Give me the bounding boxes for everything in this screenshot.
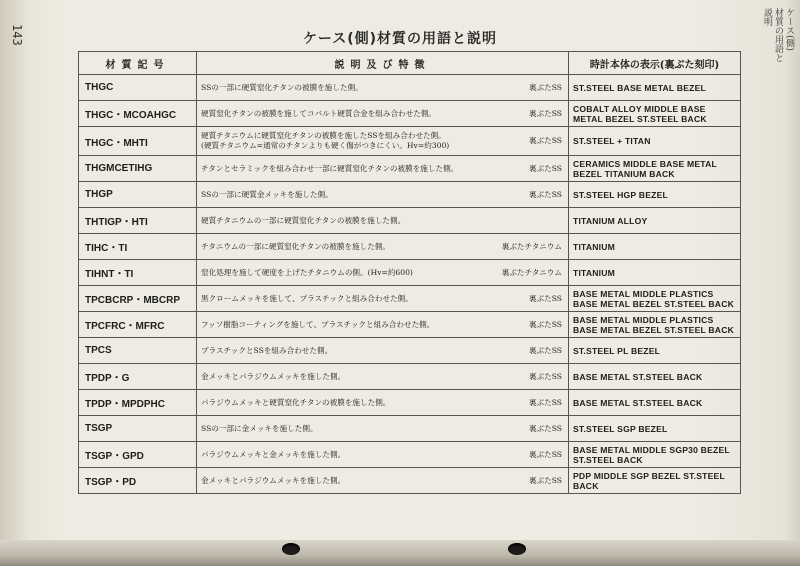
table-row [79, 338, 741, 364]
case-display-marking: TITANIUM [569, 260, 741, 286]
case-back-material: 裏ぶたSS [528, 319, 562, 329]
case-back-material: 裏ぶたSS [528, 397, 562, 407]
case-back-material: 裏ぶたSS [528, 293, 562, 303]
header-description: 説明及び特徴 [197, 52, 569, 75]
table-row [79, 364, 741, 390]
case-back-material: 裏ぶたSS [528, 345, 562, 355]
material-description [197, 364, 569, 390]
table-row [79, 101, 741, 127]
case-display-marking: ST.STEEL HGP BEZEL [569, 182, 741, 208]
material-code: THGC・MCOAHGC [79, 101, 197, 127]
table-row [79, 390, 741, 416]
material-code: TPDP・G [79, 364, 197, 390]
material-description [197, 127, 569, 156]
table-body [79, 75, 741, 494]
table-row [79, 156, 741, 182]
binding-edge [0, 540, 800, 566]
material-code: THGC・MHTI [79, 127, 197, 156]
material-code: TIHC・TI [79, 234, 197, 260]
description-text: チタンとセラミックを組み合わせ一部に硬質窒化チタンの被膜を施した側。 [201, 163, 459, 173]
table-row [79, 442, 741, 468]
table-row [79, 260, 741, 286]
material-description [197, 234, 569, 260]
case-display-marking: TITANIUM [569, 234, 741, 260]
material-code: TSGP・GPD [79, 442, 197, 468]
table-header-row [79, 52, 741, 75]
material-code: TSGP [79, 416, 197, 442]
case-back-material: 裏ぶたチタニウム [501, 267, 562, 277]
material-code: THGC [79, 75, 197, 101]
material-description [197, 442, 569, 468]
case-display-marking: TITANIUM ALLOY [569, 208, 741, 234]
material-description [197, 156, 569, 182]
description-text: チタニウムの一部に硬質窒化チタンの被膜を施した側。 [201, 241, 391, 251]
material-description [197, 312, 569, 338]
description-text: フッソ樹脂コーティングを施して、プラスチックと組み合わせた側。 [201, 319, 435, 329]
case-display-marking: ST.STEEL BASE METAL BEZEL [569, 75, 741, 101]
case-back-material: 裏ぶたSS [528, 189, 562, 199]
case-display-marking: BASE METAL ST.STEEL BACK [569, 390, 741, 416]
material-description [197, 338, 569, 364]
case-back-material: 裏ぶたSS [528, 371, 562, 381]
description-text: 窒化処理を施して硬度を上げたチタニウムの側。(Hv=約600) [201, 267, 413, 277]
case-back-material: 裏ぶたSS [528, 475, 562, 485]
binder-hole [282, 543, 300, 555]
material-code: THTIGP・HTI [79, 208, 197, 234]
material-code: TPCS [79, 338, 197, 364]
description-text: 硬質チタニウムに硬質窒化チタンの被膜を施したSSを組み合わせた側。 [201, 131, 446, 140]
material-description [197, 286, 569, 312]
material-code: TPCBCRP・MBCRP [79, 286, 197, 312]
case-display-marking: ST.STEEL PL BEZEL [569, 338, 741, 364]
table-row [79, 468, 741, 494]
table-row [79, 127, 741, 156]
table-row [79, 312, 741, 338]
description-text: 金メッキとパラジウムメッキを施した側。 [201, 475, 346, 485]
material-code: TPDP・MPDPHC [79, 390, 197, 416]
side-tab-line-1: ケース(側) [784, 8, 794, 52]
case-display-marking: BASE METAL MIDDLE PLASTICS BASE METAL BEZEL ST.STEEL BACK [569, 286, 741, 312]
case-display-marking: PDP MIDDLE SGP BEZEL ST.STEEL BACK [569, 468, 741, 494]
binder-hole [508, 543, 526, 555]
material-description [197, 182, 569, 208]
case-display-marking: CERAMICS MIDDLE BASE METAL BEZEL TITANIUM BACK [569, 156, 741, 182]
case-display-marking: ST.STEEL SGP BEZEL [569, 416, 741, 442]
case-display-marking: ST.STEEL + TITAN [569, 127, 741, 156]
material-description [197, 390, 569, 416]
material-description [197, 260, 569, 286]
header-material-code: 材質記号 [79, 52, 197, 75]
case-back-material: 裏ぶたSS [528, 108, 562, 118]
case-back-material: 裏ぶたSS [528, 136, 562, 145]
description-text: パラジウムメッキと金メッキを施した側。 [201, 449, 346, 459]
case-back-material: 裏ぶたチタニウム [501, 241, 562, 251]
description-text: 硬質窒化チタンの被膜を施してコバルト硬質合金を組み合わせた側。 [201, 108, 437, 118]
table-row [79, 75, 741, 101]
material-description [197, 208, 569, 234]
description-text: 硬質チタニウムの一部に硬質窒化チタンの被膜を施した側。 [201, 215, 406, 225]
material-description [197, 416, 569, 442]
description-text: SSの一部に金メッキを施した側。 [201, 423, 318, 433]
description-text: プラスチックとSSを組み合わせた側。 [201, 345, 333, 355]
header-case-display: 時計本体の表示(裏ぶた刻印) [569, 52, 741, 75]
table-row [79, 182, 741, 208]
table-row [79, 416, 741, 442]
page-number: 143 [10, 24, 24, 46]
case-display-marking: COBALT ALLOY MIDDLE BASE METAL BEZEL ST.STEEL BACK [569, 101, 741, 127]
material-description [197, 468, 569, 494]
material-description [197, 75, 569, 101]
material-code: TPCFRC・MFRC [79, 312, 197, 338]
description-text: 黒クロームメッキを施して、プラスチックと組み合わせた側。 [201, 293, 413, 303]
case-display-marking: BASE METAL MIDDLE SGP30 BEZEL ST.STEEL BACK [569, 442, 741, 468]
case-back-material: 裏ぶたSS [528, 163, 562, 173]
side-tab-line-2: 材質の用語と説明 [762, 8, 783, 62]
material-code: THGP [79, 182, 197, 208]
description-text: 金メッキとパラジウムメッキを施した側。 [201, 371, 346, 381]
material-code: TIHNT・TI [79, 260, 197, 286]
description-note: (硬質チタニウム=通常のチタンよりも硬く傷がつきにくい。Hv=約300) [201, 141, 450, 150]
description-text: SSの一部に硬質窒化チタンの被膜を施した側。 [201, 82, 363, 92]
description-text: パラジウムメッキと硬質窒化チタンの被膜を施した側。 [201, 397, 391, 407]
case-back-material: 裏ぶたSS [528, 423, 562, 433]
material-description [197, 101, 569, 127]
case-back-material: 裏ぶたSS [528, 449, 562, 459]
case-display-marking: BASE METAL ST.STEEL BACK [569, 364, 741, 390]
description-text: SSの一部に硬質金メッキを施した側。 [201, 189, 333, 199]
materials-table [78, 51, 741, 494]
material-code: THGMCETIHG [79, 156, 197, 182]
case-display-marking: BASE METAL MIDDLE PLASTICS BASE METAL BEZEL ST.STEEL BACK [569, 312, 741, 338]
case-back-material: 裏ぶたSS [528, 82, 562, 92]
material-code: TSGP・PD [79, 468, 197, 494]
table-row [79, 234, 741, 260]
table-row [79, 208, 741, 234]
side-index-tab [760, 8, 794, 68]
page-title: ケース(側)材質の用語と説明 [302, 31, 498, 47]
table-row [79, 286, 741, 312]
